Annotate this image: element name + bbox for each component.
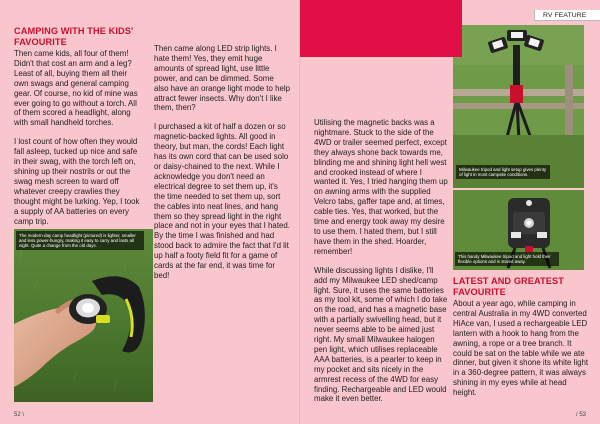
paragraph: Then came kids, all four of them! Didn't that cost an arm and a leg? Least of all, buying them all their own swags and general camping gear. Of course, no kid of mine was ever going to go without a torch. All of them scored a headlight, along with small handheld torches. (14, 49, 138, 128)
page-number-right: / 53 (575, 412, 586, 418)
left-column-2-text (154, 44, 290, 281)
left-column-1 (14, 26, 142, 235)
right-page (300, 0, 600, 424)
tripod-caption: Milwaukee tripod and light setup gives plenty of light in most campsite conditions. (456, 165, 550, 179)
right-column-1 (314, 118, 448, 413)
section-tab: RV FEATURE (534, 10, 600, 21)
page-number-left: 52 \ (14, 412, 25, 418)
tripod-light-photo (453, 25, 584, 188)
left-column-2 (154, 44, 290, 290)
tripod-photo-image (453, 25, 584, 188)
paragraph: I purchased a kit of half a dozen or so magnetic-backed lights. All good in theory, but man, the cords! Each light has its own cord that can be used solo or daisy-chained to the next. While I acknowledge you don't need an electrical degree to set them up, it's the time needed to set them up, sort the cables into neat lines, and hang them so they spread light in the right place and not in your eyes that I hated. By the time I was finished and had stood back to admire the fact that I'd lit up half a footy field fit for a game of cards at the far end, it was time for bed! (154, 122, 290, 280)
headlight-photo (14, 229, 153, 402)
folded-light-photo (453, 190, 584, 270)
folded-light-caption: This handy Milwaukee tripod and light hold their flexible options and is stored away. (455, 252, 559, 266)
kids-favourite-heading: CAMPING WITH THE KIDS' FAVOURITE (14, 26, 134, 47)
paragraph: Utilising the magnetic backs was a nightmare. Stuck to the side of the 4WD or trailer seemed perfect, except they always shone back towards me, blinding me and shining light hell west and crooked instead of where I wanted it. Yes, I tried hanging them up on awning arms with the supplied Velcro tabs, gaffer tape and, at times, cable ties. Yes, that worked, but the time and energy took away my desire to use them. I hated them, but I still have them in the shed. Hoarder, remember! (314, 118, 448, 256)
right-column-2 (453, 276, 590, 407)
latest-greatest-heading: LATEST AND GREATEST FAVOURITE (453, 276, 564, 297)
red-accent-block (300, 0, 462, 57)
left-column-1-text (14, 49, 142, 226)
paragraph: I lost count of how often they would fall asleep, tucked up nice and safe in their swag, with the torch left on, shining up their nostrils or out the swag mesh screen to ward off whatever creepy crawlies they thought might be lurking. Yep, I took a supply of AA batteries on every camp trip. (14, 137, 140, 226)
paragraph: Then came along LED strip lights. I hate them! Yes, they emit huge amounts of spread light, use little power, and can be dimmed. Some also have an orange light mode to help attract fewer insects. Why don't I like them, then? (154, 44, 290, 113)
paragraph: While discussing lights I dislike, I'll add my Milwaukee LED shed/camp light. Sure, it uses the same batteries as my tool kit, some of which I do take on the road, and has a magnetic base with a partially swivelling head, but it never seems able to be aimed just right. My small Milwaukee halogen pen light, which utilises replaceable AAA batteries, is a pearler to keep in my pocket and sits nicely in the armrest recess of the 4WD for easy finding. Rechargeable and LED would make it even better. (314, 265, 448, 404)
headlight-photo-image (14, 229, 153, 402)
paragraph: About a year ago, while camping in central Australia in my 4WD converted HiAce van, I used a rechargeable LED lantern with a hook to hang from the awning, a rope or a tree branch. It could be sat on the table while we ate dinner, but given it shone its white light in a 360-degree pattern, it was always shining in my eyes while at head height. (453, 299, 589, 398)
headlight-caption: The modern-day camp headlight (pictured) is lighter, smaller and less power-hungry, making it easy to carry and lasts all night. Quite a change from the old days. (16, 231, 144, 250)
right-column-2-text (453, 299, 590, 398)
right-column-1-text (314, 118, 448, 404)
